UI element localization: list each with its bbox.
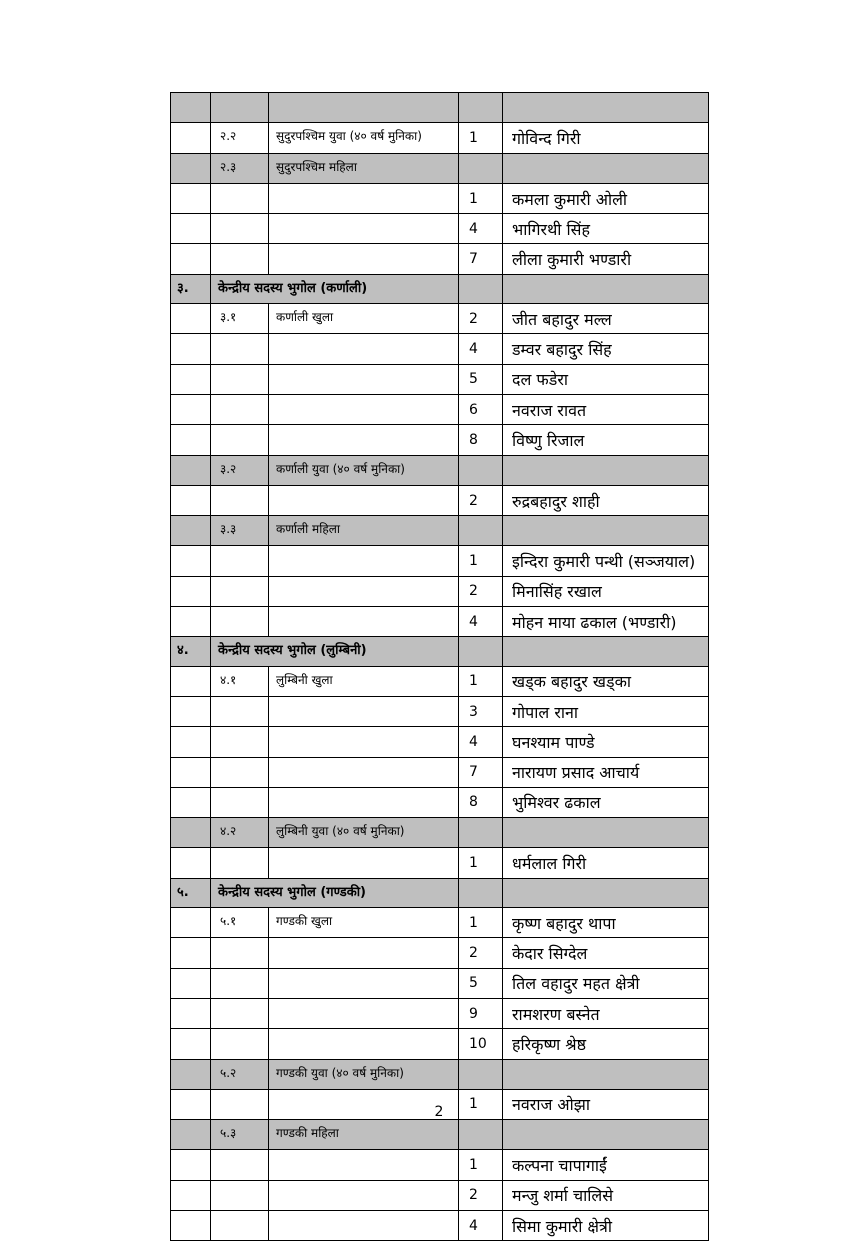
table-row (171, 818, 709, 848)
category-cell (269, 757, 459, 787)
rank-cell (459, 1059, 503, 1089)
serial-cell (171, 757, 211, 787)
table-row (171, 848, 709, 878)
category-cell (269, 394, 459, 424)
serial-cell (171, 455, 211, 485)
serial-cell (171, 516, 211, 546)
table-row (171, 1059, 709, 1089)
rank-cell: 6 (459, 394, 503, 424)
name-cell: रामशरण बस्नेत (503, 998, 709, 1028)
table-row (171, 244, 709, 274)
serial-cell (171, 1180, 211, 1210)
serial-cell (171, 394, 211, 424)
category-cell (269, 727, 459, 757)
category-cell (269, 546, 459, 576)
table-row-section (171, 274, 709, 303)
name-cell: भागिरथी सिंह (503, 214, 709, 244)
category-cell (269, 998, 459, 1028)
serial-cell (171, 908, 211, 938)
sub-number-cell (211, 214, 269, 244)
serial-cell (171, 1150, 211, 1180)
category-cell (269, 848, 459, 878)
rank-cell: 7 (459, 757, 503, 787)
table-row (171, 153, 709, 183)
table-row (171, 938, 709, 968)
category-cell: कर्णाली खुला (269, 304, 459, 334)
name-cell: डम्वर बहादुर सिंह (503, 334, 709, 364)
sub-number-cell (211, 425, 269, 455)
rank-cell: 4 (459, 727, 503, 757)
rank-cell: 1 (459, 546, 503, 576)
rank-cell (459, 93, 503, 123)
table-row (171, 908, 709, 938)
table-row (171, 485, 709, 515)
category-cell (269, 93, 459, 123)
serial-cell (171, 153, 211, 183)
name-cell (503, 1059, 709, 1089)
rank-cell: 1 (459, 1089, 503, 1119)
serial-cell (171, 666, 211, 696)
rank-cell: 4 (459, 1210, 503, 1240)
rank-cell: 8 (459, 787, 503, 817)
table-row (171, 516, 709, 546)
name-cell: कल्पना चापागाईं (503, 1150, 709, 1180)
name-cell: गोविन्द गिरी (503, 123, 709, 153)
category-cell (269, 696, 459, 726)
table-row (171, 93, 709, 123)
rank-cell: 2 (459, 938, 503, 968)
name-cell (503, 455, 709, 485)
sub-number-cell (211, 607, 269, 637)
table-row (171, 394, 709, 424)
serial-cell (171, 968, 211, 998)
rank-cell: 2 (459, 485, 503, 515)
sub-number-cell: ५.३ (211, 1120, 269, 1150)
table-row (171, 1180, 709, 1210)
category-cell (269, 1150, 459, 1180)
table-row (171, 757, 709, 787)
name-cell (503, 153, 709, 183)
serial-cell (171, 183, 211, 213)
rank-cell: 4 (459, 607, 503, 637)
rank-cell (459, 818, 503, 848)
serial-cell: ४. (171, 637, 211, 666)
name-cell (503, 878, 709, 907)
name-cell (503, 274, 709, 303)
category-cell (269, 364, 459, 394)
sub-number-cell (211, 968, 269, 998)
table-row (171, 696, 709, 726)
category-cell (269, 485, 459, 515)
rank-cell (459, 455, 503, 485)
page-number: 2 (434, 1104, 444, 1120)
table-row (171, 576, 709, 606)
rank-cell: 1 (459, 908, 503, 938)
table-row (171, 304, 709, 334)
table-row (171, 364, 709, 394)
sub-number-cell (211, 334, 269, 364)
sub-number-cell (211, 727, 269, 757)
serial-cell (171, 1059, 211, 1089)
serial-cell (171, 1210, 211, 1240)
sub-number-cell (211, 848, 269, 878)
rank-cell: 3 (459, 696, 503, 726)
table-row (171, 183, 709, 213)
sub-number-cell (211, 938, 269, 968)
name-cell: नारायण प्रसाद आचार्य (503, 757, 709, 787)
name-cell: रुद्रबहादुर शाही (503, 485, 709, 515)
rank-cell (459, 516, 503, 546)
category-cell: लुम्बिनी खुला (269, 666, 459, 696)
sub-number-cell (211, 696, 269, 726)
table-row (171, 968, 709, 998)
category-cell (269, 938, 459, 968)
category-cell: सुदुरपश्चिम युवा (४० वर्ष मुनिका) (269, 123, 459, 153)
section-title-cell: केन्द्रीय सदस्य भुगोल (गण्डकी) (211, 878, 459, 907)
serial-cell (171, 576, 211, 606)
table-row-section (171, 878, 709, 907)
category-cell (269, 607, 459, 637)
serial-cell (171, 93, 211, 123)
name-cell: भुमिश्वर ढकाल (503, 787, 709, 817)
serial-cell (171, 1029, 211, 1059)
sub-number-cell (211, 1210, 269, 1240)
name-cell: दल फडेरा (503, 364, 709, 394)
section-title-cell: केन्द्रीय सदस्य भुगोल (कर्णाली) (211, 274, 459, 303)
serial-cell (171, 425, 211, 455)
sub-number-cell: ३.१ (211, 304, 269, 334)
sub-number-cell (211, 998, 269, 1028)
table-row (171, 727, 709, 757)
sub-number-cell: ४.१ (211, 666, 269, 696)
sub-number-cell: ३.२ (211, 455, 269, 485)
category-cell (269, 1210, 459, 1240)
name-cell: खड्क बहादुर खड्का (503, 666, 709, 696)
sub-number-cell: २.३ (211, 153, 269, 183)
name-cell: घनश्याम पाण्डे (503, 727, 709, 757)
name-cell: जीत बहादुर मल्ल (503, 304, 709, 334)
category-cell: गण्डकी खुला (269, 908, 459, 938)
serial-cell (171, 304, 211, 334)
sub-number-cell (211, 546, 269, 576)
sub-number-cell: ३.३ (211, 516, 269, 546)
section-title-cell: केन्द्रीय सदस्य भुगोल (लुम्बिनी) (211, 637, 459, 666)
name-cell: इन्दिरा कुमारी पन्थी (सञ्जयाल) (503, 546, 709, 576)
name-cell (503, 516, 709, 546)
category-cell (269, 425, 459, 455)
sub-number-cell (211, 183, 269, 213)
name-cell: मिनासिंह रखाल (503, 576, 709, 606)
name-cell: लीला कुमारी भण्डारी (503, 244, 709, 274)
name-cell: हरिकृष्ण श्रेष्ठ (503, 1029, 709, 1059)
rank-cell: 4 (459, 214, 503, 244)
name-cell: तिल वहादुर महत क्षेत्री (503, 968, 709, 998)
rank-cell: 1 (459, 183, 503, 213)
table-row (171, 123, 709, 153)
rank-cell: 4 (459, 334, 503, 364)
sub-number-cell (211, 1180, 269, 1210)
table-row (171, 1150, 709, 1180)
serial-cell (171, 123, 211, 153)
table-row (171, 1029, 709, 1059)
serial-cell (171, 364, 211, 394)
category-cell (269, 214, 459, 244)
name-cell: गोपाल राना (503, 696, 709, 726)
rank-cell: 1 (459, 1150, 503, 1180)
serial-cell (171, 1120, 211, 1150)
rank-cell: 9 (459, 998, 503, 1028)
rank-cell: 10 (459, 1029, 503, 1059)
rank-cell (459, 878, 503, 907)
rank-cell (459, 1120, 503, 1150)
serial-cell (171, 485, 211, 515)
table-row (171, 425, 709, 455)
serial-cell (171, 607, 211, 637)
serial-cell (171, 938, 211, 968)
table-row (171, 607, 709, 637)
category-cell: गण्डकी युवा (४० वर्ष मुनिका) (269, 1059, 459, 1089)
name-cell: कृष्ण बहादुर थापा (503, 908, 709, 938)
table-row (171, 1210, 709, 1240)
category-cell (269, 244, 459, 274)
table-row (171, 334, 709, 364)
rank-cell (459, 274, 503, 303)
sub-number-cell: ५.२ (211, 1059, 269, 1089)
category-cell (269, 1180, 459, 1210)
sub-number-cell (211, 364, 269, 394)
serial-cell (171, 998, 211, 1028)
category-cell (269, 787, 459, 817)
rank-cell (459, 153, 503, 183)
rank-cell: 2 (459, 1180, 503, 1210)
category-cell: गण्डकी महिला (269, 1120, 459, 1150)
serial-cell (171, 848, 211, 878)
sub-number-cell (211, 576, 269, 606)
sub-number-cell (211, 244, 269, 274)
category-cell (269, 183, 459, 213)
category-cell: सुदुरपश्चिम महिला (269, 153, 459, 183)
serial-cell (171, 214, 211, 244)
rank-cell: 5 (459, 968, 503, 998)
name-cell: विष्णु रिजाल (503, 425, 709, 455)
table-row (171, 546, 709, 576)
rank-cell: 8 (459, 425, 503, 455)
category-cell (269, 1029, 459, 1059)
sub-number-cell (211, 1150, 269, 1180)
category-cell: कर्णाली महिला (269, 516, 459, 546)
serial-cell (171, 244, 211, 274)
category-cell (269, 968, 459, 998)
sub-number-cell: ४.२ (211, 818, 269, 848)
name-cell: सिमा कुमारी क्षेत्री (503, 1210, 709, 1240)
rank-cell: 2 (459, 576, 503, 606)
table-row-section (171, 637, 709, 666)
name-cell (503, 93, 709, 123)
name-cell (503, 818, 709, 848)
category-cell (269, 334, 459, 364)
rank-cell: 1 (459, 666, 503, 696)
name-cell: धर्मलाल गिरी (503, 848, 709, 878)
rank-cell: 2 (459, 304, 503, 334)
name-cell: नवराज रावत (503, 394, 709, 424)
serial-cell (171, 727, 211, 757)
serial-cell: ५. (171, 878, 211, 907)
rank-cell: 7 (459, 244, 503, 274)
sub-number-cell (211, 757, 269, 787)
rank-cell (459, 637, 503, 666)
serial-cell (171, 546, 211, 576)
sub-number-cell (211, 1029, 269, 1059)
sub-number-cell: २.२ (211, 123, 269, 153)
sub-number-cell (211, 93, 269, 123)
name-cell: केदार सिग्देल (503, 938, 709, 968)
serial-cell (171, 334, 211, 364)
rank-cell: 1 (459, 123, 503, 153)
category-cell (269, 576, 459, 606)
table-row (171, 998, 709, 1028)
sub-number-cell (211, 787, 269, 817)
name-cell: नवराज ओझा (503, 1089, 709, 1119)
table-row (171, 1120, 709, 1150)
category-cell: कर्णाली युवा (४० वर्ष मुनिका) (269, 455, 459, 485)
name-cell: मोहन माया ढकाल (भण्डारी) (503, 607, 709, 637)
sub-number-cell (211, 485, 269, 515)
table-row (171, 214, 709, 244)
serial-cell (171, 696, 211, 726)
name-cell: मन्जु शर्मा चालिसे (503, 1180, 709, 1210)
rank-cell: 5 (459, 364, 503, 394)
members-table (170, 92, 709, 1241)
serial-cell (171, 787, 211, 817)
name-cell (503, 637, 709, 666)
name-cell: कमला कुमारी ओली (503, 183, 709, 213)
sub-number-cell (211, 394, 269, 424)
rank-cell: 1 (459, 848, 503, 878)
sub-number-cell: ५.१ (211, 908, 269, 938)
serial-cell: ३. (171, 274, 211, 303)
name-cell (503, 1120, 709, 1150)
serial-cell (171, 818, 211, 848)
table-row (171, 666, 709, 696)
table-row (171, 787, 709, 817)
category-cell: लुम्बिनी युवा (४० वर्ष मुनिका) (269, 818, 459, 848)
table-row (171, 455, 709, 485)
